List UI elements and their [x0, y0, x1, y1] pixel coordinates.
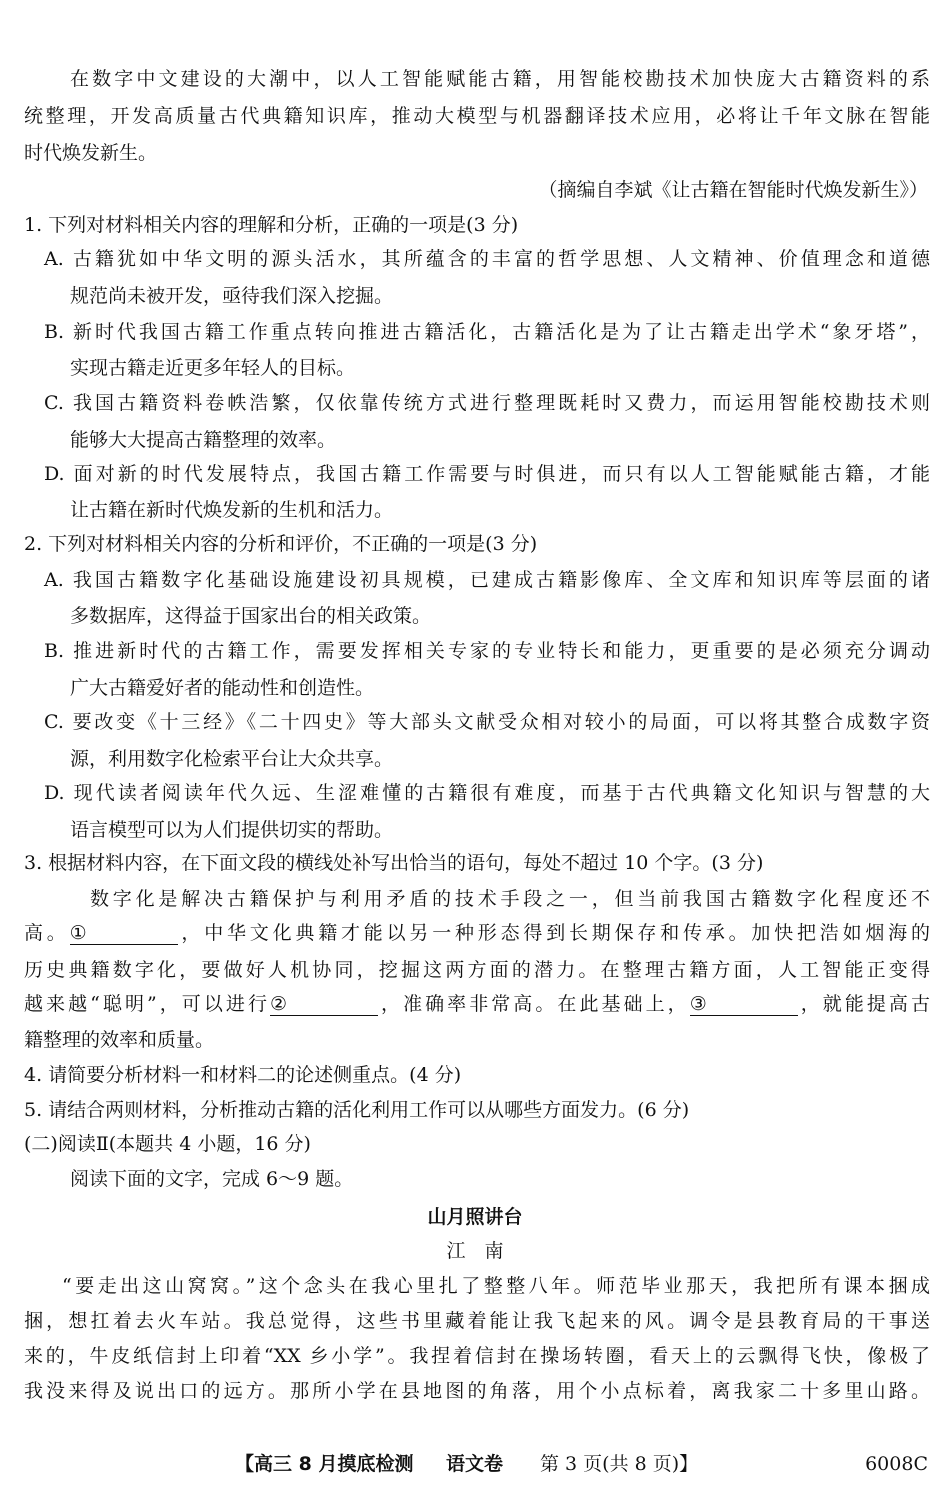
section-heading: (二)阅读Ⅱ(本题共 4 小题，16 分) — [24, 1133, 311, 1155]
story-paragraph-line: “要走出这山窝窝。”这个念头在我心里扎了整整八年。师范毕业那天，我把所有课本捆成 — [62, 1275, 930, 1297]
question-1-option-d: D. 面对新的时代发展特点，我国古籍工作需要与时俱进，而只有以人工智能赋能古籍，才能 — [44, 463, 930, 485]
question-2-option-a: A. 我国古籍数字化基础设施建设初具规模，已建成古籍影像库、全文库和知识库等层面的诸 — [44, 569, 930, 591]
question-3-passage-line: 籍整理的效率和质量。 — [24, 1029, 215, 1051]
section-instruction: 阅读下面的文字，完成 6～9 题。 — [70, 1168, 354, 1190]
footer-subject: 语文卷 — [446, 1453, 504, 1475]
question-5-stem: 5. 请结合两则材料，分析推动古籍的活化利用工作可以从哪些方面发力。(6 分) — [24, 1099, 690, 1121]
material-source: （摘编自李斌《让古籍在智能时代焕发新生》） — [538, 179, 928, 201]
material-paragraph-line: 时代焕发新生。 — [24, 142, 158, 164]
question-2-option-c: C. 要改变《十三经》《二十四史》等大部头文献受众相对较小的局面，可以将其整合成数字资 — [44, 711, 930, 733]
story-author: 江 南 — [446, 1240, 504, 1262]
question-3-passage-line: 历史典籍数字化，要做好人机协同，挖掘这两方面的潜力。在整理古籍方面，人工智能正变得 — [24, 959, 930, 981]
question-3-passage-line: 高。① ，中华文化典籍才能以另一种形态得到长期保存和传承。加快把浩如烟海的 — [24, 922, 930, 944]
question-2-option-b-cont: 广大古籍爱好者的能动性和创造性。 — [70, 677, 375, 699]
answer-blank-3[interactable]: ③ — [690, 993, 798, 1016]
question-2-option-d: D. 现代读者阅读年代久远、生涩难懂的古籍很有难度，而基于古代典籍文化知识与智慧的大 — [44, 782, 930, 804]
footer-code: 6008C — [865, 1453, 928, 1475]
question-4-stem: 4. 请简要分析材料一和材料二的论述侧重点。(4 分) — [24, 1064, 462, 1086]
question-3-passage-line: 越来越“聪明”，可以进行② ，准确率非常高。在此基础上，③ ，就能提高古 — [24, 993, 930, 1015]
question-3-passage-line: 数字化是解决古籍保护与利用矛盾的技术手段之一，但当前我国古籍数字化程度还不 — [90, 888, 930, 910]
question-2-stem: 2. 下列对材料相关内容的分析和评价，不正确的一项是(3 分) — [24, 533, 538, 555]
footer-exam-name: 【高三 8 月摸底检测 — [235, 1453, 414, 1475]
answer-blank-1[interactable]: ① — [70, 922, 178, 945]
question-2-option-b: B. 推进新时代的古籍工作，需要发挥相关专家的专业特长和能力，更重要的是必须充分调动 — [44, 640, 930, 662]
question-2-option-c-cont: 源，利用数字化检索平台让大众共享。 — [70, 748, 394, 770]
answer-blank-2[interactable]: ② — [270, 993, 378, 1016]
question-1-option-c: C. 我国古籍资料卷帙浩繁，仅依靠传统方式进行整理既耗时又费力，而运用智能校勘技术则 — [44, 392, 930, 414]
material-paragraph-line: 统整理，开发高质量古代典籍知识库，推动大模型与机器翻译技术应用，必将让千年文脉在智能 — [24, 105, 930, 127]
footer-page-number: 第 3 页(共 8 页)】 — [540, 1453, 699, 1475]
question-1-option-a: A. 古籍犹如中华文明的源头活水，其所蕴含的丰富的哲学思想、人文精神、价值理念和道德 — [44, 248, 930, 270]
question-3-stem: 3. 根据材料内容，在下面文段的横线处补写出恰当的语句，每处不超过 10 个字。(3 分) — [24, 852, 764, 874]
question-1-option-b: B. 新时代我国古籍工作重点转向推进古籍活化，古籍活化是为了让古籍走出学术“象牙塔”， — [44, 321, 930, 343]
question-1-option-d-cont: 让古籍在新时代焕发新的生机和活力。 — [70, 499, 394, 521]
story-paragraph-line: 来的，牛皮纸信封上印着“XX 乡小学”。我捏着信封在操场转圈，看天上的云飘得飞快，像极了 — [24, 1345, 930, 1367]
story-paragraph-line: 捆，想扛着去火车站。我总觉得，这些书里藏着能让我飞起来的风。调令是县教育局的干事送 — [24, 1310, 930, 1332]
question-1-option-c-cont: 能够大大提高古籍整理的效率。 — [70, 429, 337, 451]
question-2-option-a-cont: 多数据库，这得益于国家出台的相关政策。 — [70, 605, 432, 627]
question-2-option-d-cont: 语言模型可以为人们提供切实的帮助。 — [70, 819, 394, 841]
material-paragraph-line: 在数字中文建设的大潮中，以人工智能赋能古籍，用智能校勘技术加快庞大古籍资料的系 — [70, 68, 930, 90]
question-1-option-b-cont: 实现古籍走近更多年轻人的目标。 — [70, 357, 356, 379]
question-1-stem: 1. 下列对材料相关内容的理解和分析，正确的一项是(3 分) — [24, 214, 519, 236]
question-1-option-a-cont: 规范尚未被开发，亟待我们深入挖掘。 — [70, 285, 394, 307]
story-paragraph-line: 我没来得及说出口的远方。那所小学在县地图的角落，用个小点标着，离我家二十多里山路。 — [24, 1380, 930, 1402]
story-title: 山月照讲台 — [427, 1206, 523, 1228]
